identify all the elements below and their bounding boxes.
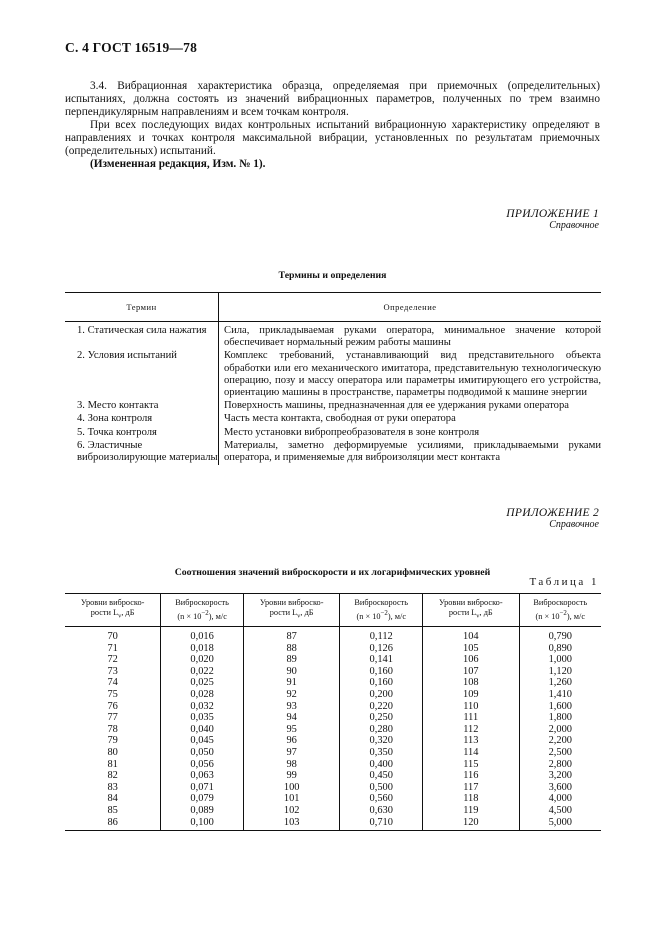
velocity-cell: 0,500 xyxy=(340,782,423,794)
term-row xyxy=(65,350,601,400)
velocity-cell: 0,089 xyxy=(161,805,244,817)
velocity-cell: 0,022 xyxy=(161,666,244,678)
velocity-cell: 1,410 xyxy=(548,688,572,700)
velocity-cell: 0,079 xyxy=(161,793,244,805)
velocity-cell: 0,035 xyxy=(161,712,244,724)
velocity-row xyxy=(65,677,601,689)
level-db-cell: 105 xyxy=(423,643,520,655)
level-db-cell: 106 xyxy=(423,654,520,666)
velocity-cell: 0,112 xyxy=(340,627,423,643)
level-db-cell: 104 xyxy=(423,627,520,643)
level-db-cell: 99 xyxy=(243,770,340,782)
velocity-row xyxy=(65,627,601,643)
velocity-cell: 2,500 xyxy=(548,746,572,758)
level-db-cell: 78 xyxy=(65,724,161,736)
col-velocity-header xyxy=(519,594,601,627)
velocity-cell: 0,028 xyxy=(161,689,244,701)
term-definition: Материалы, заметно деформируемые усилиями, прикладываемыми руками оператора, и применяемые для виброизоляции мест контакта xyxy=(224,439,601,464)
velocity-row xyxy=(65,712,601,724)
level-db-cell: 79 xyxy=(65,735,161,747)
velocity-cell: 4,000 xyxy=(548,793,572,805)
velocity-cell: 0,071 xyxy=(161,782,244,794)
level-db-cell: 84 xyxy=(65,793,161,805)
velocity-cell: 0,025 xyxy=(161,677,244,689)
velocity-table-header xyxy=(65,594,601,627)
level-db-cell: 101 xyxy=(243,793,340,805)
level-db-cell: 112 xyxy=(423,724,520,736)
col-velocity-label-b: (n × 10 xyxy=(177,611,202,621)
level-db-cell: 81 xyxy=(65,759,161,771)
col-velocity-label-c: ), м/с xyxy=(566,611,586,621)
col-velocity-header xyxy=(340,594,423,627)
col-level-header xyxy=(243,594,340,627)
velocity-cell: 0,040 xyxy=(161,724,244,736)
level-db-cell: 77 xyxy=(65,712,161,724)
velocity-cell: 1,260 xyxy=(548,677,572,689)
velocity-row xyxy=(65,759,601,771)
velocity-row xyxy=(65,654,601,666)
velocity-row xyxy=(65,770,601,782)
col-level-label-b: рости L xyxy=(269,608,298,618)
velocity-cell: 0,032 xyxy=(161,701,244,713)
terms-table-body xyxy=(65,322,601,466)
level-db-cell: 115 xyxy=(423,759,520,771)
velocity-cell: 0,400 xyxy=(340,759,423,771)
col-level-sub: v xyxy=(297,612,301,620)
velocity-cell: 2,000 xyxy=(548,723,572,735)
velocity-cell: 0,220 xyxy=(340,701,423,713)
term-row xyxy=(65,400,601,413)
level-db-cell: 107 xyxy=(423,666,520,678)
level-db-cell: 73 xyxy=(65,666,161,678)
appendix-2-title: ПРИЛОЖЕНИЕ 2 xyxy=(506,507,599,519)
term-row xyxy=(65,427,601,440)
level-db-cell: 88 xyxy=(243,643,340,655)
table-number-label: Таблица 1 xyxy=(529,576,599,588)
velocity-cell: 0,630 xyxy=(340,805,423,817)
velocity-cell: 0,450 xyxy=(340,770,423,782)
velocity-cell: 1,800 xyxy=(548,712,572,724)
term-definition: Сила, прикладываемая руками оператора, минимальное значение которой обеспечивает нормальный режим работы машины xyxy=(224,325,601,349)
term-name: 1. Статическая сила нажатия xyxy=(77,325,207,336)
col-velocity-label-b: (n × 10 xyxy=(356,611,381,621)
velocity-cell: 0,250 xyxy=(340,712,423,724)
terms-table xyxy=(65,292,601,465)
velocity-table xyxy=(65,593,601,831)
term-row xyxy=(65,322,601,351)
col-velocity-exp: −2 xyxy=(201,609,209,617)
level-db-cell: 90 xyxy=(243,666,340,678)
col-velocity-exp: −2 xyxy=(380,609,388,617)
velocity-cell: 0,045 xyxy=(161,735,244,747)
level-db-cell: 116 xyxy=(423,770,520,782)
velocity-cell: 3,200 xyxy=(548,770,572,782)
paragraph-followup: При всех последующих видах контрольных испытаний вибрационную характеристику определяют в направлениях и точках контроля максимальной вибрации, установленных по результатам приемочных (определительных) испытаний. xyxy=(65,119,600,157)
velocity-cell: 2,200 xyxy=(548,735,572,747)
level-db-cell: 102 xyxy=(243,805,340,817)
velocity-cell: 0,016 xyxy=(161,627,244,643)
appendix-1-title: ПРИЛОЖЕНИЕ 1 xyxy=(506,208,599,220)
level-db-cell: 97 xyxy=(243,747,340,759)
appendix-1-heading xyxy=(506,208,599,231)
term-definition: Поверхность машины, предназначенная для ее удержания руками оператора xyxy=(224,400,569,412)
velocity-cell: 1,120 xyxy=(548,665,572,677)
velocity-cell: 0,063 xyxy=(161,770,244,782)
col-level-sub: v xyxy=(476,612,480,620)
velocity-table-title: Соотношения значений виброскорости и их логарифмических уровней xyxy=(174,567,491,578)
term-row xyxy=(65,413,601,426)
col-level-header xyxy=(65,594,161,627)
col-velocity-label-c: ), м/с xyxy=(208,611,227,621)
velocity-row xyxy=(65,666,601,678)
col-velocity-label-a: Виброскорость xyxy=(533,598,588,608)
level-db-cell: 87 xyxy=(243,627,340,643)
level-db-cell: 103 xyxy=(243,817,340,831)
level-db-cell: 119 xyxy=(423,805,520,817)
level-db-cell: 74 xyxy=(65,677,161,689)
page-header: С. 4 ГОСТ 16519—78 xyxy=(65,40,198,55)
velocity-cell: 0,890 xyxy=(548,642,572,654)
velocity-cell: 4,500 xyxy=(548,804,572,816)
velocity-cell: 0,160 xyxy=(340,666,423,678)
level-db-cell: 75 xyxy=(65,689,161,701)
col-velocity-label-a: Виброскорость xyxy=(175,598,229,608)
level-db-cell: 91 xyxy=(243,677,340,689)
level-db-cell: 82 xyxy=(65,770,161,782)
velocity-cell: 0,100 xyxy=(161,817,244,831)
velocity-row xyxy=(65,782,601,794)
col-level-label-a: Уровни виброско- xyxy=(80,597,145,607)
velocity-row xyxy=(65,805,601,817)
col-level-unit: , дБ xyxy=(479,608,493,618)
level-db-cell: 72 xyxy=(65,654,161,666)
col-level-label-a: Уровни виброско- xyxy=(438,597,503,607)
level-db-cell: 117 xyxy=(423,782,520,794)
velocity-row xyxy=(65,793,601,805)
col-velocity-header xyxy=(161,594,244,627)
velocity-cell: 2,800 xyxy=(548,758,572,770)
velocity-cell: 0,020 xyxy=(161,654,244,666)
level-db-cell: 108 xyxy=(423,677,520,689)
term-cell xyxy=(65,427,219,440)
col-velocity-label-b: (n × 10 xyxy=(535,611,560,621)
term-definition: Часть места контакта, свободная от руки оператора xyxy=(224,413,456,425)
term-name: 2. Условия испытаний xyxy=(77,350,177,362)
level-db-cell: 96 xyxy=(243,735,340,747)
col-level-unit: , дБ xyxy=(300,608,314,618)
term-definition: Место установки вибропреобразователя в зоне контроля xyxy=(224,426,480,438)
col-level-sub: v xyxy=(118,612,122,620)
velocity-row xyxy=(65,735,601,747)
level-db-cell: 86 xyxy=(65,817,161,831)
col-level-label-a: Уровни виброско- xyxy=(259,597,324,607)
level-db-cell: 120 xyxy=(423,817,520,831)
term-row xyxy=(65,440,601,465)
level-db-cell: 118 xyxy=(423,793,520,805)
appendix-2-heading xyxy=(506,507,599,530)
velocity-cell: 0,018 xyxy=(161,643,244,655)
term-cell xyxy=(65,322,219,351)
term-definition: Комплекс требований, устанавливающий вид представительного объекта обработки или его механического имитатора, представительную технологическую операцию, позу и массу оператора или параметры имитирующего его устройства, ориентацию машины в пространстве, параметры подводимой к машине энергии xyxy=(224,350,601,399)
col-definition-header: Определение xyxy=(219,293,602,322)
velocity-cell: 1,000 xyxy=(548,654,572,666)
terms-table-header xyxy=(65,293,601,322)
level-db-cell: 109 xyxy=(423,689,520,701)
velocity-cell: 1,600 xyxy=(548,700,572,712)
term-cell xyxy=(65,400,219,413)
col-term-header: Термин xyxy=(65,293,219,322)
level-db-cell: 110 xyxy=(423,701,520,713)
level-db-cell: 76 xyxy=(65,701,161,713)
level-db-cell: 83 xyxy=(65,782,161,794)
velocity-cell: 0,141 xyxy=(340,654,423,666)
velocity-cell: 3,600 xyxy=(548,781,572,793)
term-cell xyxy=(65,440,219,465)
col-level-unit: , дБ xyxy=(121,608,135,618)
term-cell xyxy=(65,350,219,400)
velocity-cell: 5,000 xyxy=(519,817,601,831)
terms-table-title: Термины и определения xyxy=(278,270,387,281)
level-db-cell: 71 xyxy=(65,643,161,655)
col-level-label-b: рости L xyxy=(448,608,477,618)
velocity-cell: 0,320 xyxy=(340,735,423,747)
term-name: 4. Зона контроля xyxy=(77,413,153,425)
col-velocity-exp: −2 xyxy=(559,609,567,617)
velocity-row xyxy=(65,643,601,655)
velocity-row xyxy=(65,701,601,713)
level-db-cell: 114 xyxy=(423,747,520,759)
velocity-row xyxy=(65,724,601,736)
velocity-cell: 0,050 xyxy=(161,747,244,759)
velocity-cell: 0,350 xyxy=(340,747,423,759)
velocity-cell: 0,126 xyxy=(340,643,423,655)
level-db-cell: 89 xyxy=(243,654,340,666)
appendix-2-subtitle: Справочное xyxy=(549,519,599,530)
velocity-cell: 0,790 xyxy=(548,631,572,642)
level-db-cell: 111 xyxy=(423,712,520,724)
level-db-cell: 93 xyxy=(243,701,340,713)
level-db-cell: 98 xyxy=(243,759,340,771)
col-velocity-label-a: Виброскорость xyxy=(354,598,409,608)
term-cell xyxy=(65,413,219,426)
term-name: 5. Точка контроля xyxy=(77,426,157,438)
level-db-cell: 70 xyxy=(65,627,161,643)
col-velocity-label-c: ), м/с xyxy=(387,611,407,621)
velocity-cell: 0,200 xyxy=(340,689,423,701)
level-db-cell: 80 xyxy=(65,747,161,759)
level-db-cell: 85 xyxy=(65,805,161,817)
term-name: 3. Место контакта xyxy=(77,400,159,412)
velocity-cell: 0,710 xyxy=(340,817,423,831)
paragraph-3-4: 3.4. Вибрационная характеристика образца, определяемая при приемочных (определительных) испытаниях, должна состоять из значений вибрационных параметров, полученных по трем взаимно перпендикулярным направлениям и всем точкам контроля. xyxy=(65,80,600,118)
level-db-cell: 100 xyxy=(243,782,340,794)
velocity-cell: 0,560 xyxy=(340,793,423,805)
velocity-cell: 0,280 xyxy=(340,724,423,736)
level-db-cell: 94 xyxy=(243,712,340,724)
level-db-cell: 95 xyxy=(243,724,340,736)
velocity-row xyxy=(65,689,601,701)
col-level-label-b: рости L xyxy=(90,608,119,618)
amendment-note: (Измененная редакция, Изм. № 1). xyxy=(90,158,266,170)
velocity-cell: 0,160 xyxy=(340,677,423,689)
level-db-cell: 113 xyxy=(423,735,520,747)
appendix-1-subtitle: Справочное xyxy=(549,220,599,231)
term-name: 6. Эластичные виброизолирующие материалы xyxy=(77,439,218,464)
level-db-cell: 92 xyxy=(243,689,340,701)
velocity-cell: 0,056 xyxy=(161,759,244,771)
velocity-row xyxy=(65,747,601,759)
velocity-row xyxy=(65,817,601,831)
velocity-table-body xyxy=(65,627,601,831)
col-level-header xyxy=(423,594,520,627)
